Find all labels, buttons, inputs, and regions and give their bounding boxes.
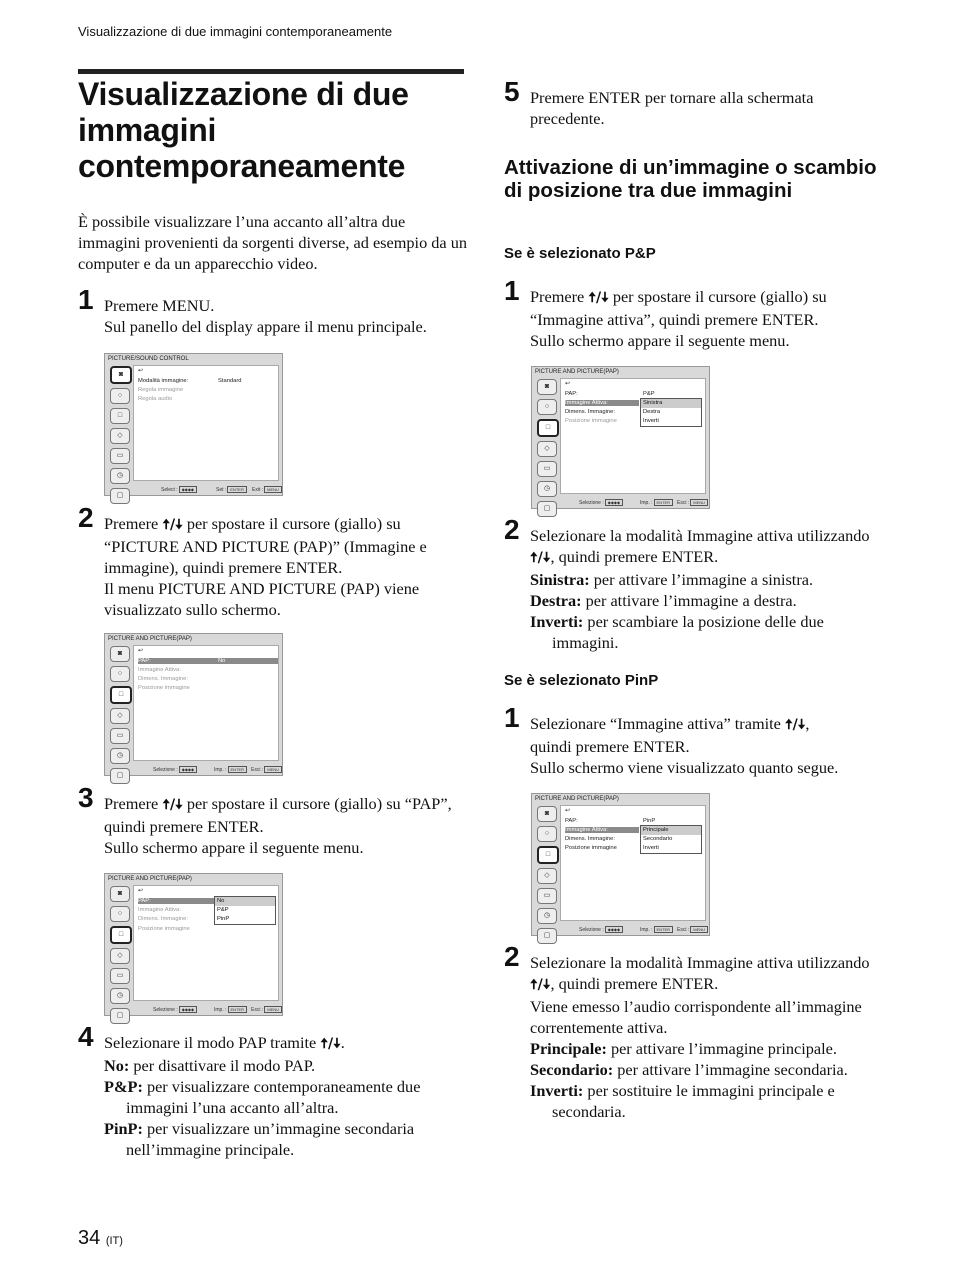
up-down-arrow-icon: 🠅/🠇 <box>162 517 183 533</box>
up-down-arrow-icon: 🠅/🠇 <box>588 290 609 306</box>
osd-icon-column <box>110 366 132 508</box>
page-number: 34 (IT) <box>78 1227 123 1249</box>
preset-icon: ▭ <box>110 968 130 984</box>
option-icon: ○ <box>110 906 130 922</box>
option-icon: ○ <box>110 388 130 404</box>
pap-icon: □ <box>537 419 559 437</box>
intro-paragraph: È possibile visualizzare l’una accanto all’altra due immagini provenienti da sorgenti diverse, ad esempio da un computer e da un apparecchio video. <box>78 212 468 273</box>
section-title: Attivazione di un’immagine o scambio di posizione tra due immagini <box>504 156 877 202</box>
option-icon: ○ <box>537 399 557 415</box>
osd-picture-sound-control: PICTURE/SOUND CONTROL ◙ ○ □ ◇ ▭ ◷ ▢ ↩ Modalità immagine: Standard Regola immagine Regola audio Select : ◆◆◆◆ Set : ENTER Exit : MENU <box>104 353 283 496</box>
info-icon: ▢ <box>110 488 130 504</box>
picture-icon: ◙ <box>537 379 557 395</box>
timer-icon: ◷ <box>110 748 130 764</box>
running-header: Visualizzazione di due immagini contemporaneamente <box>78 24 393 39</box>
picture-icon: ◙ <box>110 886 130 902</box>
picture-icon: ◙ <box>110 646 130 662</box>
timer-icon: ◷ <box>537 908 557 924</box>
info-icon: ▢ <box>110 1008 130 1024</box>
setup-icon: ◇ <box>537 868 557 884</box>
page-title: Visualizzazione di due immagini contemporaneamente <box>78 76 409 184</box>
option-icon: ○ <box>110 666 130 682</box>
up-down-arrow-icon: 🠅/🠇 <box>784 717 806 733</box>
info-icon: ▢ <box>110 768 130 784</box>
up-down-arrow-icon: 🠅/🠇 <box>162 797 183 813</box>
return-icon: ↩ <box>565 381 570 387</box>
picture-icon: ◙ <box>110 366 132 384</box>
timer-icon: ◷ <box>110 988 130 1004</box>
timer-icon: ◷ <box>110 468 130 484</box>
osd-pinp-active-image: PICTURE AND PICTURE(PAP) ◙ ○ □ ◇ ▭ ◷ ▢ ↩ PAP: PinP Immagine Attiva: Dimens. Immagine: Posizione immagine Principale Secondario Inverti Selezione : ◆◆◆◆ Imp. : ENTER Esci : MENU <box>531 793 710 936</box>
option-icon: ○ <box>537 826 557 842</box>
preset-icon: ▭ <box>110 448 130 464</box>
active-image-options: Sinistra Destra Inverti <box>640 398 702 427</box>
setup-icon: ◇ <box>110 708 130 724</box>
return-icon: ↩ <box>138 648 143 654</box>
osd-pap-dropdown: PICTURE AND PICTURE(PAP) ◙ ○ □ ◇ ▭ ◷ ▢ ↩ PAP: Immagine Attiva: Dimens. Immagine: Posizione immagine No P&P PinP Selezione : ◆◆◆◆ Imp. : ENTER Esci : MENU <box>104 873 283 1016</box>
return-icon: ↩ <box>138 368 143 374</box>
preset-icon: ▭ <box>537 461 557 477</box>
pap-icon: □ <box>110 686 132 704</box>
title-rule <box>78 69 464 74</box>
pinp-active-image-options: Principale Secondario Inverti <box>640 825 702 854</box>
up-down-arrow-icon: 🠅/🠇 <box>530 550 551 566</box>
info-icon: ▢ <box>537 928 557 944</box>
osd-pp-active-image: PICTURE AND PICTURE(PAP) ◙ ○ □ ◇ ▭ ◷ ▢ ↩ PAP: P&P Immagine Attiva: Dimens. Immagine: Posizione immagine Sinistra Destra Inverti Selezione : ◆◆◆◆ Imp. : ENTER Esci : MENU <box>531 366 710 509</box>
preset-icon: ▭ <box>537 888 557 904</box>
return-icon: ↩ <box>565 808 570 814</box>
osd-pap-menu: PICTURE AND PICTURE(PAP) ◙ ○ □ ◇ ▭ ◷ ▢ ↩ PAP: No Immagine Attiva: Dimens. Immagine: Posizione immagine Selezione : ◆◆◆◆ Imp. : ENTER Esci : MENU <box>104 633 283 776</box>
return-icon: ↩ <box>138 888 143 894</box>
timer-icon: ◷ <box>537 481 557 497</box>
pap-icon: □ <box>537 846 559 864</box>
up-down-arrow-icon: 🠅/🠇 <box>320 1036 341 1052</box>
picture-icon: ◙ <box>537 806 557 822</box>
preset-icon: ▭ <box>110 728 130 744</box>
setup-icon: ◇ <box>110 948 130 964</box>
up-down-arrow-icon: 🠅/🠇 <box>530 977 551 993</box>
info-icon: ▢ <box>537 501 557 517</box>
subheading-pinp: Se è selezionato PinP <box>504 672 659 689</box>
pap-icon: □ <box>110 926 132 944</box>
setup-icon: ◇ <box>110 428 130 444</box>
subheading-pp: Se è selezionato P&P <box>504 245 656 262</box>
pap-mode-options: No P&P PinP <box>214 896 276 925</box>
pap-icon: □ <box>110 408 130 424</box>
setup-icon: ◇ <box>537 441 557 457</box>
